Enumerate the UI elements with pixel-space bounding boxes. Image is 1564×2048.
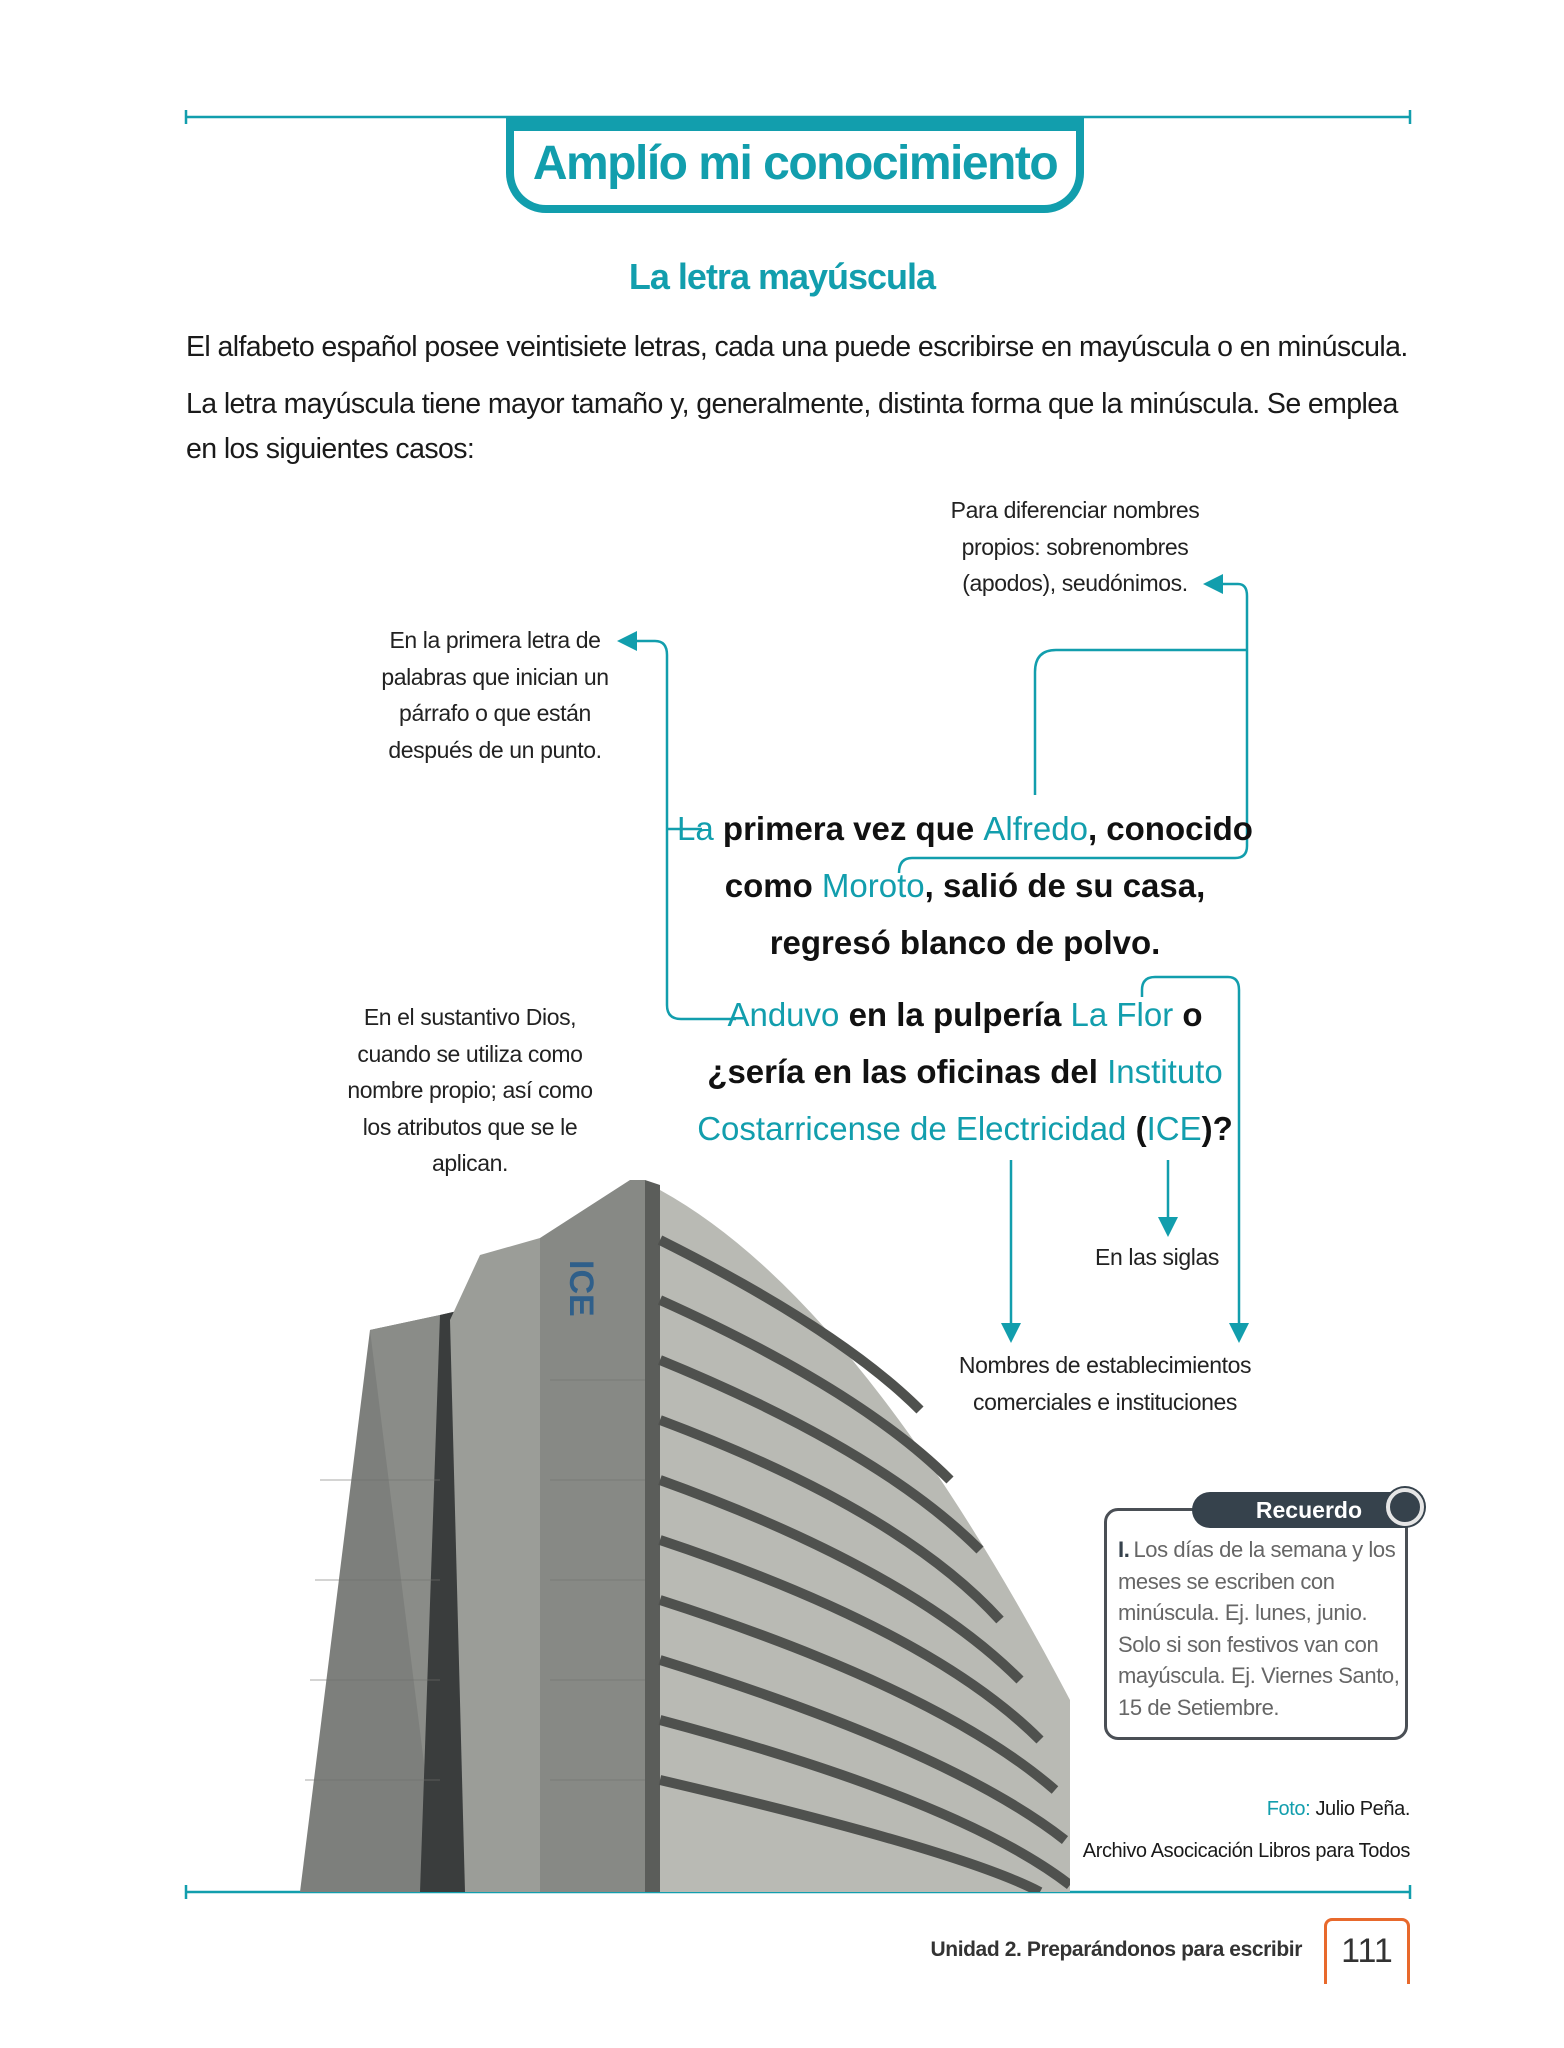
callout-line: En el sustantivo Dios, [363, 1004, 577, 1030]
callout-line: comerciales e instituciones [972, 1388, 1238, 1415]
callout-acronyms: En las siglas [1095, 1244, 1219, 1270]
intro-paragraph-1: El alfabeto español posee veintisiete letras, cada una puede escribirse en mayúscula o en minúscula. [186, 331, 1408, 363]
ice-building-photo [300, 1180, 1070, 1892]
reminder-title: Recuerdo [1192, 1492, 1420, 1528]
callout-proper-names [920, 492, 1230, 602]
section-title: La letra mayúscula [628, 256, 936, 297]
example-line: Costarricense de Electricidad (ICE)? [697, 1110, 1233, 1147]
callout-line: En la primera letra de [389, 627, 601, 653]
callout-first-letter [345, 622, 645, 768]
callout-line: después de un punto. [388, 736, 602, 763]
callout-line: aplican. [431, 1150, 509, 1176]
callout-line: los atributos que se le [362, 1113, 578, 1140]
page-title: Amplío mi conocimiento [532, 137, 1058, 190]
building-sign: ICE [562, 1260, 600, 1317]
example-sentence-1 [640, 800, 1290, 971]
example-line: regresó blanco de polvo. [769, 924, 1161, 961]
example-line: La primera vez que Alfredo, conocido [677, 810, 1253, 847]
reminder-dot-icon [1386, 1488, 1424, 1526]
reminder-number: I. [1118, 1537, 1130, 1562]
example-line: ¿sería en las oficinas del Instituto [707, 1053, 1223, 1090]
callout-line: palabras que inician un [381, 663, 609, 690]
page-number: 111 [1324, 1918, 1410, 1984]
callout-line: nombre propio; así como [347, 1077, 593, 1103]
callout-line: Nombres de establecimientos [958, 1352, 1252, 1378]
callout-line: (apodos), seudónimos. [962, 570, 1188, 596]
reminder-text [1118, 1534, 1403, 1723]
example-sentence-2 [640, 986, 1290, 1157]
callout-line: cuando se utiliza como [357, 1040, 583, 1067]
footer-unit: Unidad 2. Preparándonos para escribir [930, 1938, 1302, 1961]
intro-paragraph-2: La letra mayúscula tiene mayor tamaño y, generalmente, distinta forma que la minúscula. Se emplea en los siguientes casos: [186, 388, 1398, 465]
photo-archive: Archivo Asocicación Libros para Todos [1082, 1840, 1410, 1862]
callout-dios [310, 999, 630, 1182]
reminder-body: Los días de la semana y los meses se escriben con minúscula. Ej. lunes, junio. Solo si son festivos van con mayúscula. Ej. Viernes Santo, 15 de Setiembre. [1118, 1537, 1400, 1720]
example-line: como Moroto, salió de su casa, [724, 867, 1206, 904]
callout-line: Para diferenciar nombres [950, 497, 1200, 523]
callout-line: propios: sobrenombres [961, 533, 1189, 560]
photo-credit: Foto: Julio Peña. [1266, 1798, 1410, 1820]
example-line: Anduvo en la pulpería La Flor o [727, 996, 1203, 1033]
callout-line: párrafo o que están [399, 700, 591, 726]
